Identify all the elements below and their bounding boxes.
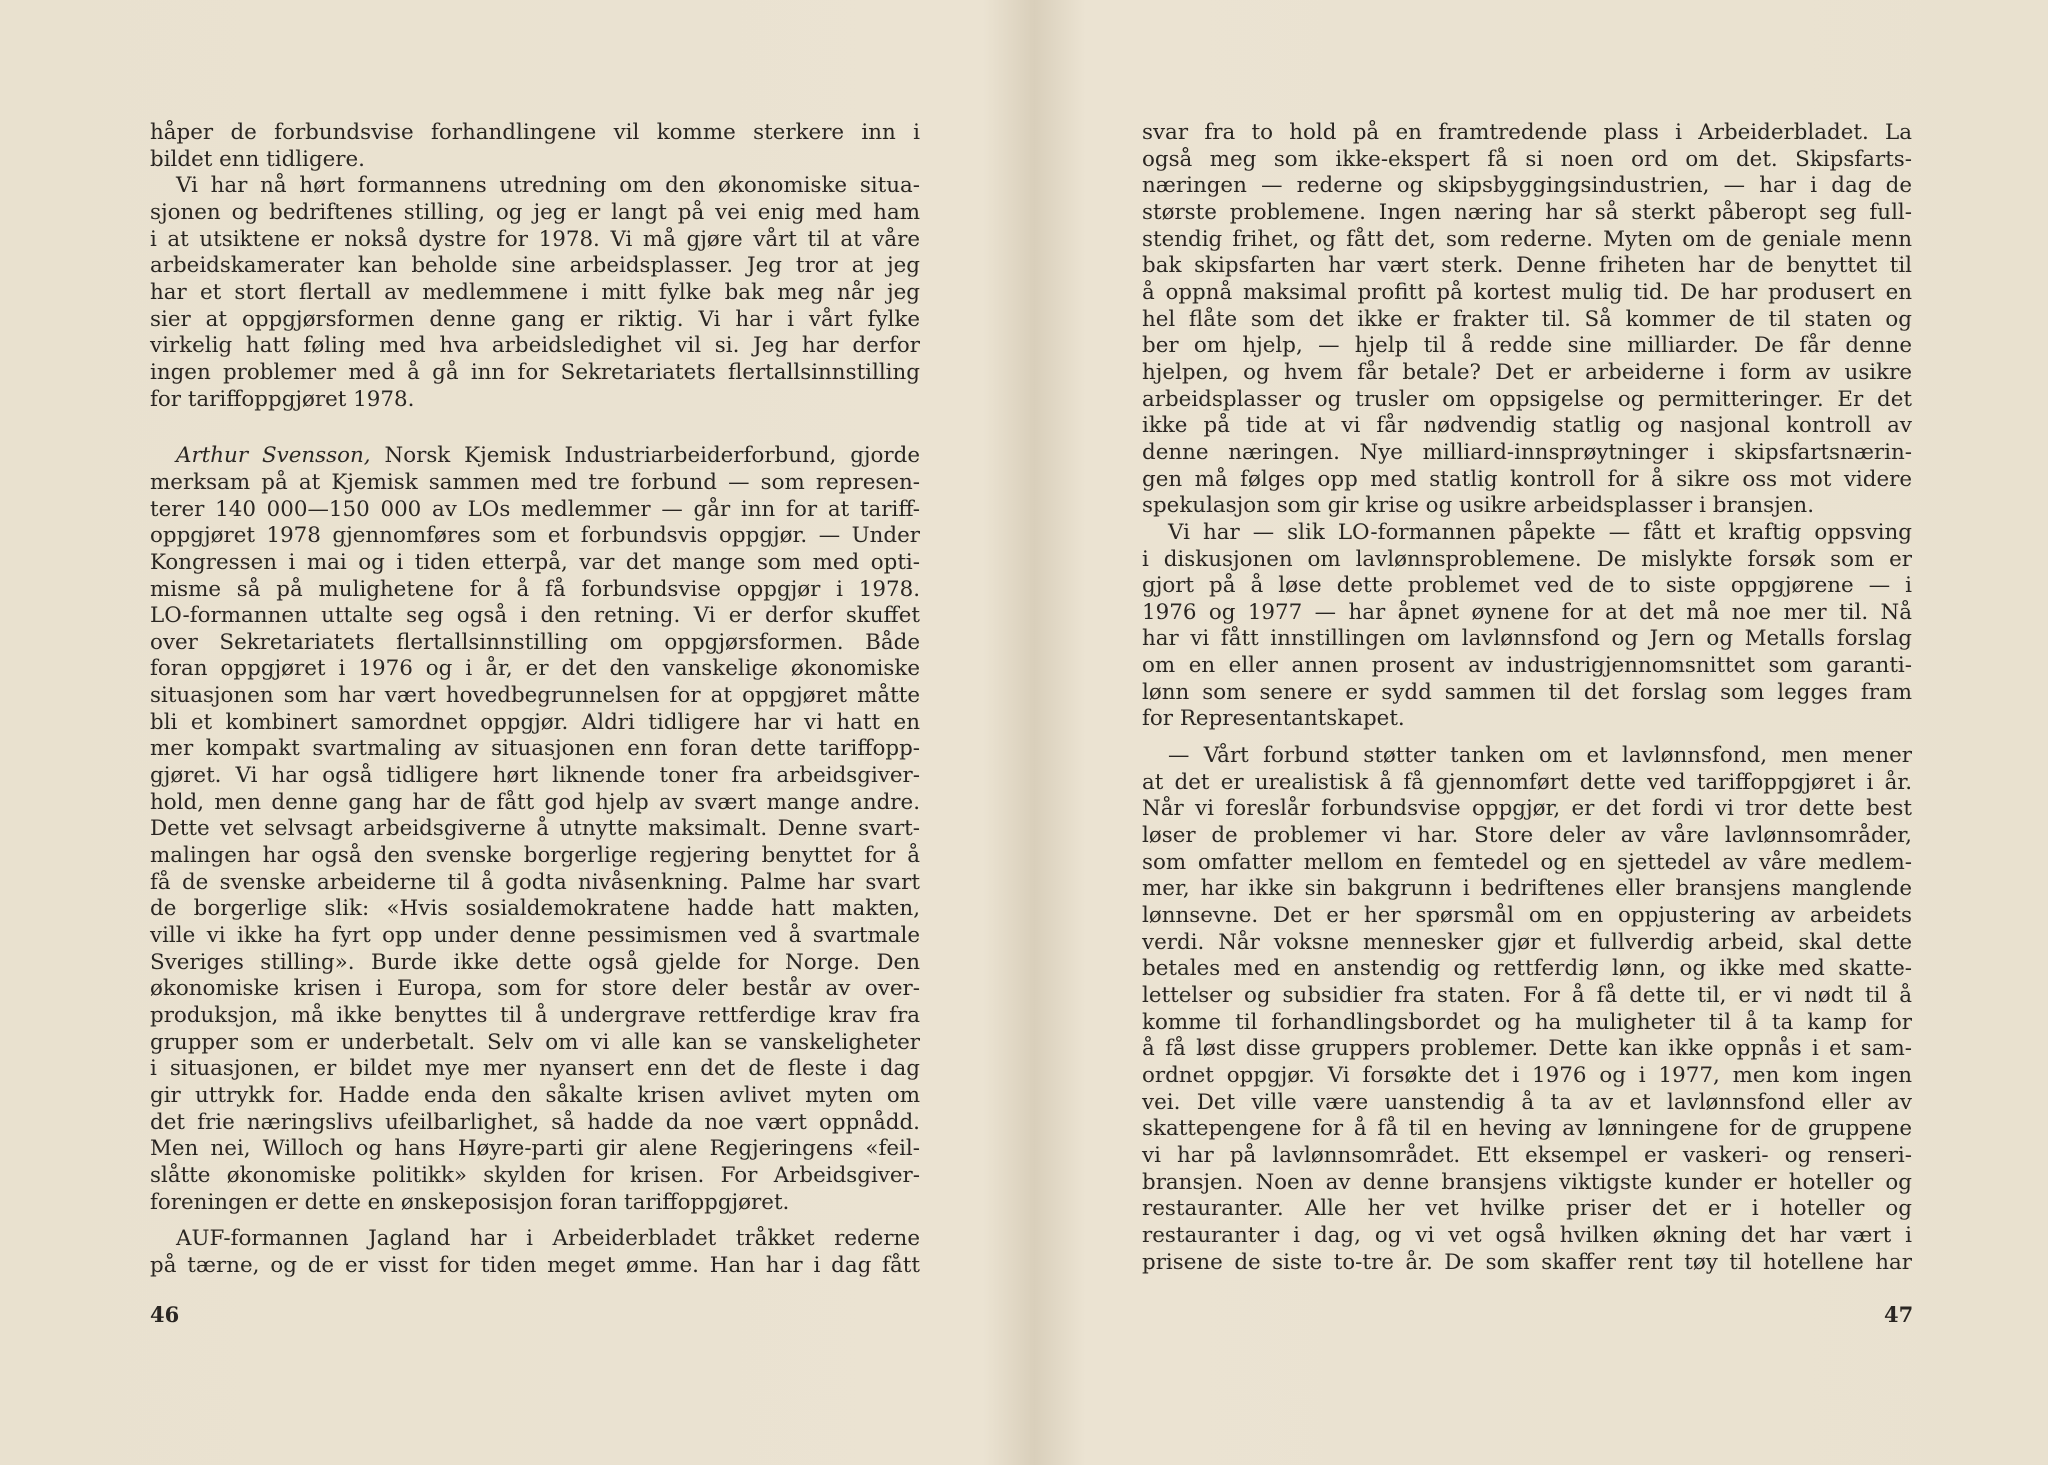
text-line: arbeidsplasser og trusler om oppsigelse og permitteringer. Er det xyxy=(1142,386,1912,412)
text-line: slåtte økonomiske politikk» skylden for krisen. For Arbeidsgiver- xyxy=(150,1162,920,1188)
text-line: ordnet oppgjør. Vi forsøkte det i 1976 og i 1977, men kom ingen xyxy=(1142,1062,1912,1088)
text-line: lønnsevne. Det er her spørsmål om en oppjustering av arbeidets xyxy=(1142,903,1912,929)
text-line: lettelser og subsidier fra staten. For å få dette til, er vi nødt til å xyxy=(1142,983,1912,1008)
text-line: ville vi ikke ha fyrt opp under denne pessimismen ved å svartmale xyxy=(150,923,920,949)
text-line: Kongressen i mai og i tiden etterpå, var det mange som med opti- xyxy=(150,549,920,575)
text-line: Vi har nå hørt formannens utredning om den økonomiske situa- xyxy=(176,173,920,199)
text-line: stendig frihet, og fått det, som rederne. Myten om de geniale menn xyxy=(1142,226,1912,252)
text-line: gen må følges opp med statlig kontroll for å sikre oss mot videre xyxy=(1142,466,1912,492)
text-line: håper de forbundsvise forhandlingene vil komme sterkere inn i xyxy=(150,120,920,145)
text-line: i diskusjonen om lavlønnsproblemene. De mislykte forsøk som er xyxy=(1142,546,1912,572)
text-line: denne næringen. Nye milliard-innsprøytninger i skipsfartsnærin- xyxy=(1142,439,1912,465)
text-line: oppgjøret 1978 gjennomføres som et forbundsvis oppgjør. — Under xyxy=(150,523,920,549)
text-line: bak skipsfarten har vært sterk. Denne friheten har de benyttet til xyxy=(1142,253,1912,279)
text-line: løser de problemer vi har. Store deler av våre lavlønnsområder, xyxy=(1142,823,1912,849)
text-line: ikke på tide at vi får nødvendig statlig og nasjonal kontroll av xyxy=(1142,413,1912,439)
left-page-text xyxy=(150,120,920,1280)
speaker-name: Arthur Svensson, xyxy=(176,443,371,469)
text-line: bli et kombinert samordnet oppgjør. Aldri tidligere har vi hatt en xyxy=(150,709,920,735)
text-line: betales med en anstendig og rettferdig lønn, og ikke med skatte- xyxy=(1142,956,1912,982)
text-line: har vi fått innstillingen om lavlønnsfond og Jern og Metalls forslag xyxy=(1142,626,1912,652)
text-line: vei. Det ville være uanstendig å ta av et lavlønnsfond eller av xyxy=(1142,1089,1912,1115)
text-line: 1976 og 1977 — har åpnet øynene for at det må noe mer til. Nå xyxy=(1142,599,1912,625)
text-line: gjort på å løse dette problemet ved de to siste oppgjørene — i xyxy=(1142,573,1912,599)
text-line: største problemene. Ingen næring har så sterkt påberopt seg full- xyxy=(1142,199,1912,225)
text-line: LO-formannen uttalte seg også i den retning. Vi er derfor skuffet xyxy=(150,603,920,629)
text-line: malingen har også den svenske borgerlige regjering benyttet for å xyxy=(150,843,920,869)
text-line: foran oppgjøret i 1976 og i år, er det den vanskelige økonomiske xyxy=(150,656,920,682)
text-line: Dette vet selvsagt arbeidsgiverne å utnytte maksimalt. Denne svart- xyxy=(150,816,920,842)
text-line: ber om hjelp, — hjelp til å redde sine milliarder. De får denne xyxy=(1142,333,1912,359)
text-line: næringen — rederne og skipsbyggingsindustrien, — har i dag de xyxy=(1142,173,1912,199)
text-line: restauranter i dag, og vi vet også hvilken økning det har vært i xyxy=(1142,1222,1912,1248)
text-line-rest: Norsk Kjemisk Industriarbeiderforbund, gjorde xyxy=(384,443,920,469)
text-line: produksjon, må ikke benyttes til å undergrave rettferdige krav fra xyxy=(150,1003,920,1028)
text-line: verdi. Når voksne mennesker gjør et fullverdig arbeid, skal dette xyxy=(1142,929,1912,955)
page-number: 46 xyxy=(150,1302,180,1327)
text-line: restauranter. Alle her vet hvilke priser det er i hoteller og xyxy=(1142,1196,1912,1222)
text-line: Vi har — slik LO-formannen påpekte — fått et kraftig oppsving xyxy=(1168,519,1912,545)
text-line: Men nei, Willoch og hans Høyre-parti gir alene Regjeringens «feil- xyxy=(150,1136,920,1162)
text-line: komme til forhandlingsbordet og ha muligheter til å ta kamp for xyxy=(1142,1009,1912,1035)
text-line: sjonen og bedriftenes stilling, og jeg er langt på vei enig med ham xyxy=(150,199,920,225)
text-line: — Vårt forbund støtter tanken om et lavlønnsfond, men mener xyxy=(1168,743,1912,769)
text-line: merksam på at Kjemisk sammen med tre forbund — som represen- xyxy=(150,469,920,495)
text-line: for tariffoppgjøret 1978. xyxy=(150,386,415,412)
text-line: bildet enn tidligere. xyxy=(150,146,365,172)
text-line: mer, har ikke sin bakgrunn i bedriftenes eller bransjens manglende xyxy=(1142,876,1912,902)
text-line: hold, men denne gang har de fått god hjelp av svært mange andre. xyxy=(150,789,920,815)
text-line: i at utsiktene er nokså dystre for 1978. Vi må gjøre vårt til at våre xyxy=(150,226,920,252)
text-line: hel flåte som det ikke er frakter til. Så kommer de til staten og xyxy=(1142,306,1912,332)
text-line: det frie næringslivs ufeilbarlighet, så hadde da noe vært oppnådd. xyxy=(150,1109,920,1135)
text-line: også meg som ikke-ekspert få si noen ord om det. Skipsfarts- xyxy=(1142,146,1912,172)
right-page xyxy=(1024,0,2048,1465)
text-line: som omfatter mellom en femtedel og en sjettedel av våre medlem- xyxy=(1142,849,1912,875)
text-line: få de svenske arbeiderne til å godta nivåsenkning. Palme har svart xyxy=(150,869,920,895)
right-page-text xyxy=(1142,120,1912,1276)
text-line: bransjen. Noen av denne bransjens viktigste kunder er hoteller og xyxy=(1142,1169,1912,1195)
text-line: å få løst disse gruppers problemer. Dette kan ikke oppnås i et sam- xyxy=(1142,1036,1912,1062)
text-line: sier at oppgjørsformen denne gang er riktig. Vi har i vårt fylke xyxy=(150,306,920,332)
text-line: virkelig hatt føling med hva arbeidsledighet vil si. Jeg har derfor xyxy=(150,333,920,359)
text-line: svar fra to hold på en framtredende plass i Arbeiderbladet. La xyxy=(1142,120,1912,145)
text-line: for Representantskapet. xyxy=(1142,706,1405,732)
text-line: ingen problemer med å gå inn for Sekretariatets flertallsinnstilling xyxy=(150,359,920,385)
text-line: vi har på lavlønnsområdet. Ett eksempel er vaskeri- og renseri- xyxy=(1142,1142,1912,1168)
text-line: på tærne, og de er visst for tiden meget ømme. Han har i dag fått xyxy=(150,1252,920,1278)
text-line: i situasjonen, er bildet mye mer nyansert enn det de fleste i dag xyxy=(150,1056,920,1082)
text-line: lønn som senere er sydd sammen til det forslag som legges fram xyxy=(1142,679,1912,705)
text-line: økonomiske krisen i Europa, som for store deler består av over- xyxy=(150,976,920,1002)
text-line: mer kompakt svartmaling av situasjonen enn foran dette tariffopp- xyxy=(150,736,920,762)
text-line: Sveriges stilling». Burde ikke dette også gjelde for Norge. Den xyxy=(150,949,920,975)
text-line: Når vi foreslår forbundsvise oppgjør, er det fordi vi tror dette best xyxy=(1142,796,1912,822)
text-line: AUF-formannen Jagland har i Arbeiderbladet tråkket rederne xyxy=(176,1226,920,1252)
page-number: 47 xyxy=(1884,1302,1914,1327)
text-line xyxy=(150,443,920,470)
text-line: terer 140 000—150 000 av LOs medlemmer — går inn for at tariff- xyxy=(150,496,920,522)
text-line: å oppnå maksimal profitt på kortest mulig tid. De har produsert en xyxy=(1142,279,1912,305)
text-line: at det er urealistisk å få gjennomført dette ved tariffoppgjøret i år. xyxy=(1142,769,1912,795)
text-line: foreningen er dette en ønskeposisjon foran tariffoppgjøret. xyxy=(150,1189,790,1215)
text-line: de borgerlige slik: «Hvis sosialdemokratene hadde hatt makten, xyxy=(150,896,920,922)
text-line: grupper som er underbetalt. Selv om vi alle kan se vanskeligheter xyxy=(150,1029,920,1055)
text-line: hjelpen, og hvem får betale? Det er arbeiderne i form av usikre xyxy=(1142,359,1912,385)
text-line: over Sekretariatets flertallsinnstilling om oppgjørsformen. Både xyxy=(150,629,920,655)
text-line: har et stort flertall av medlemmene i mitt fylke bak meg når jeg xyxy=(150,279,920,305)
text-line: arbeidskamerater kan beholde sine arbeidsplasser. Jeg tror at jeg xyxy=(150,253,920,279)
text-line: gjøret. Vi har også tidligere hørt liknende toner fra arbeidsgiver- xyxy=(150,763,920,789)
text-line: situasjonen som har vært hovedbegrunnelsen for at oppgjøret måtte xyxy=(150,683,920,709)
text-line: misme så på mulighetene for å få forbundsvise oppgjør i 1978. xyxy=(150,576,920,602)
text-line: om en eller annen prosent av industrigjennomsnittet som garanti- xyxy=(1142,653,1912,679)
text-line: spekulasjon som gir krise og usikre arbeidsplasser i bransjen. xyxy=(1142,493,1814,519)
text-line: skattepengene for å få til en heving av lønningene for de gruppene xyxy=(1142,1116,1912,1142)
text-line: gir uttrykk for. Hadde enda den såkalte krisen avlivet myten om xyxy=(150,1082,920,1108)
text-line: prisene de siste to-tre år. De som skaffer rent tøy til hotellene har xyxy=(1142,1249,1912,1275)
